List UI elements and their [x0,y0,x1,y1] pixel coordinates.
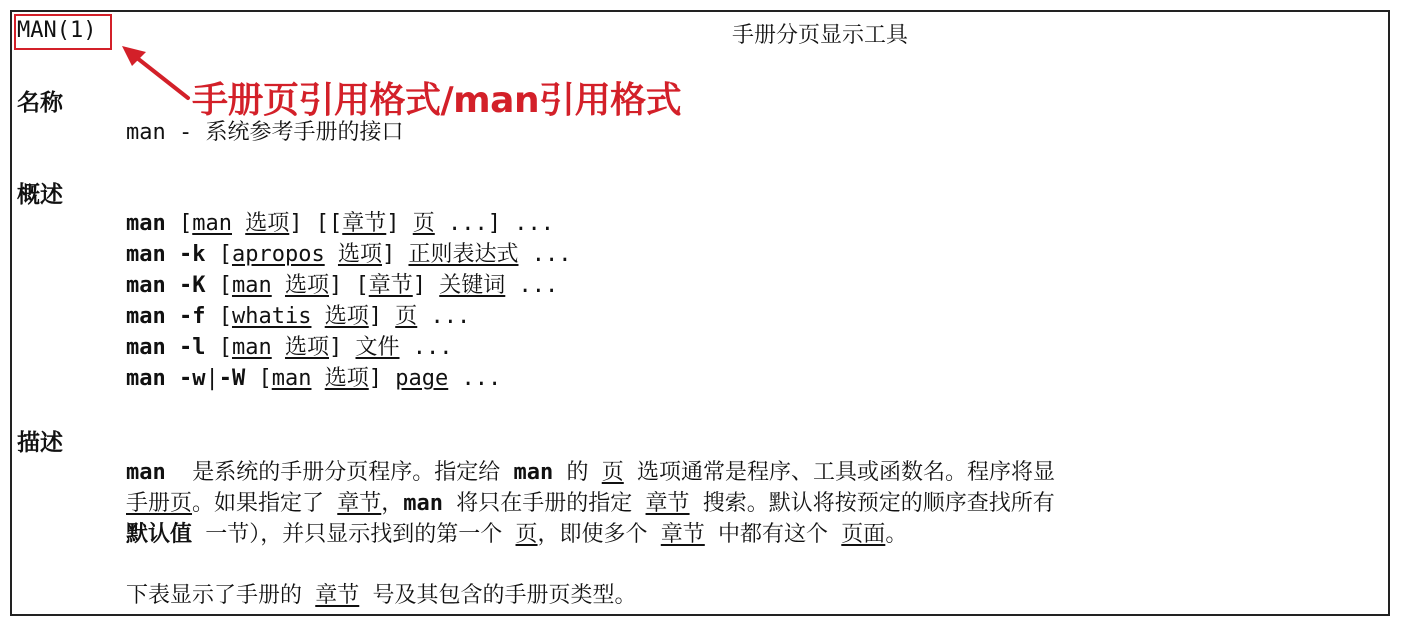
header-title: 手册分页显示工具 [732,23,909,48]
man-page-id: MAN(1) [17,18,97,43]
description-line: 手册页。如果指定了 章节，man 将只在手册的指定 章节 搜索。默认将按预定的顺序查找所有 [126,491,1055,516]
section-heading-synopsis: 概述 [17,182,63,208]
synopsis-line: man -K [man 选项] [章节] 关键词 ... [126,273,559,298]
synopsis-line: man [man 选项] [[章节] 页 ...] ... [126,211,554,236]
description-line: man 是系统的手册分页程序。指定给 man 的 页 选项通常是程序、工具或函数名。程序将显 [126,460,1056,485]
annotation-label: 手册页引用格式/man引用格式 [192,80,682,121]
synopsis-line: man -f [whatis 选项] 页 ... [126,304,471,329]
synopsis-line: man -k [apropos 选项] 正则表达式 ... [126,242,572,267]
description-line: 下表显示了手册的 章节 号及其包含的手册页类型。 [126,583,637,608]
section-heading-name: 名称 [17,90,63,116]
annotation-arrow-icon [110,40,200,110]
synopsis-line: man -l [man 选项] 文件 ... [126,335,453,360]
description-line: 默认值 一节），并只显示找到的第一个 页，即使多个 章节 中都有这个 页面。 [126,522,908,547]
synopsis-line: man -w|-W [man 选项] page ... [126,366,502,391]
section-heading-description: 描述 [17,430,63,456]
name-line: man - 系统参考手册的接口 [126,120,404,145]
